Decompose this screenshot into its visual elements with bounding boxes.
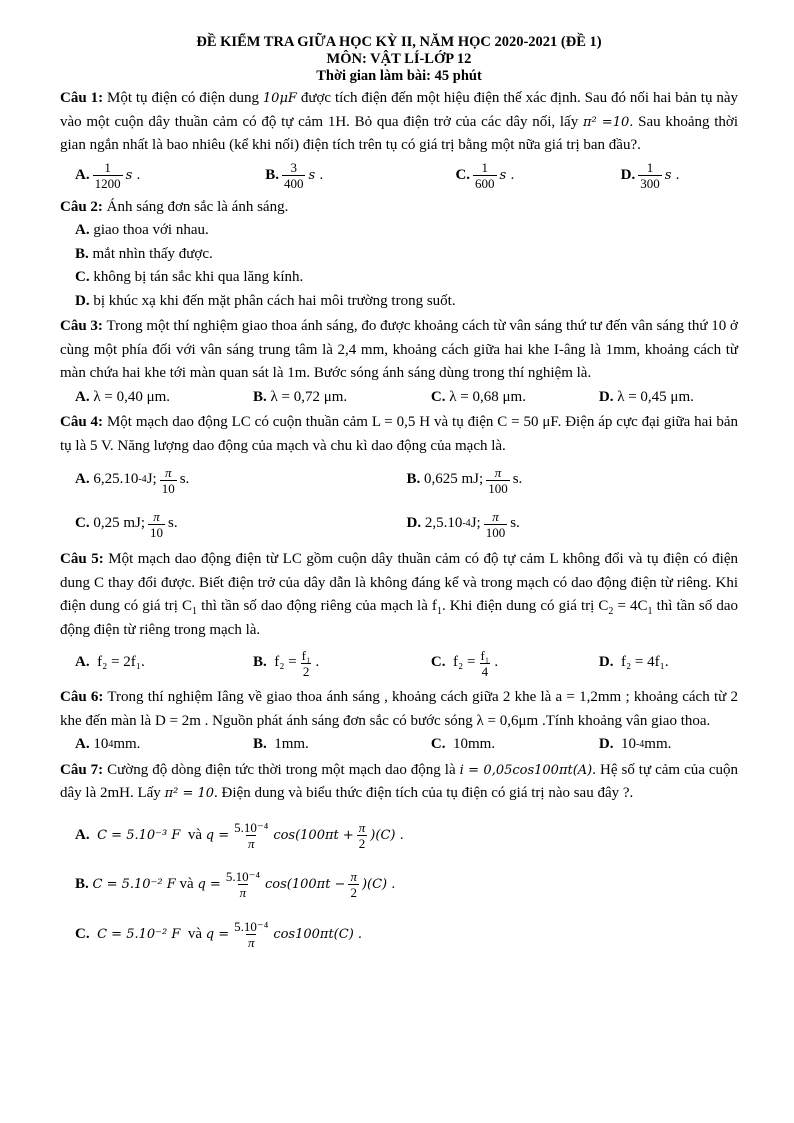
question-text: Một tụ điện có điện dung: [106, 90, 259, 106]
denominator: 4: [481, 663, 489, 679]
unit: mm.: [644, 736, 672, 752]
denominator: 100: [485, 524, 506, 540]
unit: s.: [168, 515, 178, 532]
energy: 2,5.10: [424, 515, 463, 532]
numerator: 1: [481, 160, 489, 175]
option-text: λ = 0,72 μm.: [270, 388, 348, 405]
question-text: Cường độ dòng điện tức thời trong một mạch dao động là: [107, 761, 456, 778]
option-label: B.: [252, 654, 267, 671]
question-text: Một mạch dao động điện từ LC gồm cuộn dây thuần cảm có độ tự cảm L không đổi và tụ điện có điện dung C thay đổi được. Biết điện trở của dây dẫn là không đáng kể và trong mạch có dao động điện từ riêng. Khi điện dung có giá trị C: [60, 551, 738, 614]
question-label: Câu 6:: [60, 689, 104, 705]
numerator: f₁: [480, 647, 490, 663]
numerator: 3: [290, 160, 297, 175]
option-label: B.: [75, 245, 89, 262]
charge-lhs: q =: [205, 926, 230, 942]
option-lhs: f₂ =: [274, 654, 297, 671]
denominator: 2: [350, 885, 357, 900]
option-label: B.: [75, 875, 89, 892]
charge-expression: cos(100πt −: [264, 876, 346, 892]
option-label: D.: [598, 736, 614, 752]
option-a[interactable]: [60, 219, 738, 243]
question-text: = 4C: [613, 598, 648, 614]
question-6: [60, 686, 738, 757]
option-text: 10: [620, 736, 636, 752]
option-label: D.: [75, 292, 90, 309]
exam-subject: MÔN: VẬT LÍ-LỚP 12: [326, 51, 472, 67]
question-label: Câu 1:: [60, 90, 104, 106]
energy: 0,25 mJ;: [93, 515, 146, 532]
option-label: D.: [620, 166, 636, 183]
numerator: π: [164, 464, 172, 480]
exam-header: [60, 34, 738, 85]
question-text: . Hệ số tự cảm của cuộn dây là 2mH. Lấy: [60, 761, 739, 801]
conjunction: và: [187, 826, 203, 843]
option-text: 1mm.: [274, 736, 309, 752]
denominator: 10: [150, 524, 164, 540]
option-lhs: f₂ =: [453, 654, 476, 671]
capacitance: 10μF: [262, 91, 297, 106]
charge-expression: cos100πt(C) .: [273, 926, 363, 942]
subscript: 1: [647, 606, 653, 617]
conjunction: và: [187, 925, 203, 942]
question-text: Trong thí nghiệm Iâng về giao thoa ánh sáng , khoảng cách giữa 2 khe là a = 1,2mm ; khoảng cách từ 2 khe đến màn là D = 2m . Nguồn phát ánh sáng đơn sắc có bước sóng λ = 0,6μm .Tính khoảng vân giao thoa.: [60, 689, 738, 729]
unit: s .: [308, 167, 324, 183]
charge-tail: )(C) .: [370, 827, 404, 843]
option-label: A.: [75, 166, 90, 183]
option-d[interactable]: [599, 386, 738, 410]
option-d[interactable]: [599, 651, 738, 675]
subscript: 1: [192, 606, 198, 617]
option-c[interactable]: [421, 648, 599, 679]
option-a[interactable]: A. 10 4 mm.: [75, 733, 243, 757]
option-c[interactable]: [75, 509, 407, 540]
option-text: λ = 0,45 μm.: [617, 388, 694, 405]
option-a[interactable]: A. 6,25.10 -4 J; $\frac{\pi}{10}$ s.: [75, 464, 190, 496]
option-text: f₂ = 2f₁.: [97, 654, 145, 671]
question-text: Trong một thí nghiệm giao thoa ánh sáng, đo được khoảng cách từ vân sáng thứ tư đến vân sáng thứ 10 ở cùng một phía đối với vân sáng trung tâm là 2,4 mm, khoảng cách giữa hai khe I-âng là 1mm, khoảng cách từ màn chứa hai khe tới màn quan sát là 1m. Bước sóng ánh sáng dùng trong thí nghiệm là.: [60, 318, 738, 381]
unit: s.: [510, 515, 520, 532]
unit: s .: [664, 167, 680, 183]
numerator: 5.10⁻⁴: [234, 919, 269, 934]
option-label: A.: [75, 736, 90, 752]
unit: s.: [512, 471, 523, 488]
question-text: được tích điện đến một hiệu điện thế xác định. Sau đó nối hai bản tụ này vào một cuộn dây thuần cảm có độ tự cảm 1H. Bỏ qua điện trở của các dây nối, lấy: [60, 90, 739, 130]
option-a[interactable]: [75, 651, 243, 675]
option-c[interactable]: [60, 266, 738, 290]
question-2: [60, 196, 738, 314]
option-b[interactable]: [60, 243, 738, 267]
option-label: A.: [75, 654, 90, 671]
denominator: 1200: [94, 176, 121, 191]
question-label: Câu 4:: [60, 414, 104, 430]
question-7: [60, 759, 738, 960]
option-d[interactable]: [60, 290, 738, 314]
option-c[interactable]: [421, 386, 599, 410]
option-b[interactable]: [243, 648, 421, 679]
option-label: D.: [406, 515, 422, 532]
subscript: 2: [608, 606, 614, 617]
question-text: Sau khoảng thời gian ngắn nhất là bao nhiêu (kể khi nối) điện tích trên tụ có giá trị bằng một nữa giá trị ban đầu?.: [60, 113, 738, 153]
option-label: C.: [75, 515, 90, 532]
option-label: A.: [75, 388, 90, 405]
question-text: . Điện dung và biểu thức điện tích của tụ điện có giá trị nào sau đây ?.: [214, 785, 634, 801]
unit: s.: [179, 471, 190, 488]
punct: .: [315, 654, 320, 671]
option-b[interactable]: [243, 386, 421, 410]
charge-lhs: q =: [197, 876, 221, 892]
option-b[interactable]: [240, 160, 430, 191]
option-label: D.: [598, 388, 614, 405]
option-label: C.: [75, 269, 90, 285]
option-label: B.: [252, 736, 267, 752]
denominator: 400: [283, 176, 304, 191]
option-d[interactable]: D. 10 -4 mm.: [599, 733, 738, 757]
option-d[interactable]: D. 2,5.10 -4 J; $\frac{\pi}{100}$ s.: [406, 508, 520, 540]
denominator: 600: [475, 176, 495, 191]
option-label: C.: [455, 166, 471, 183]
numerator: π: [350, 869, 357, 884]
charge-expression: cos(100πt +: [273, 827, 354, 843]
option-label: C.: [430, 654, 446, 671]
question-text: . Khi điện dung có giá trị C: [441, 598, 609, 614]
option-label: A.: [75, 471, 90, 488]
capacitance: C = 5.10⁻² F: [92, 876, 176, 892]
option-label: C.: [75, 925, 90, 942]
option-text: mắt nhìn thấy được.: [92, 245, 213, 262]
denominator: 100: [488, 480, 508, 496]
option-text: f₂ = 4f₁.: [620, 654, 669, 671]
option-text: bị khúc xạ khi đến mặt phân cách hai môi trường trong suốt.: [93, 292, 456, 309]
option-label: A.: [75, 826, 90, 843]
numerator: π: [358, 820, 366, 835]
option-d[interactable]: [621, 160, 738, 191]
energy: 0,625 mJ;: [424, 471, 484, 488]
option-a[interactable]: [75, 160, 240, 191]
denominator: π: [247, 836, 255, 851]
numerator: 5.10⁻⁴: [225, 869, 260, 884]
unit: s .: [125, 167, 141, 183]
capacitance: C = 5.10⁻² F: [97, 926, 181, 942]
option-c[interactable]: [430, 160, 620, 191]
numerator: 1: [646, 160, 654, 175]
question-3: [60, 315, 738, 409]
current-expression: i = 0,05cos100πt(A): [459, 762, 593, 778]
question-1: [60, 87, 738, 194]
question-label: Câu 5:: [60, 551, 104, 567]
denominator: 10: [161, 480, 175, 496]
option-text: λ = 0,68 μm.: [449, 388, 526, 405]
option-label: C.: [430, 388, 446, 405]
question-4: [60, 411, 738, 546]
question-label: Câu 2:: [60, 198, 103, 215]
unit: s .: [499, 167, 515, 183]
denominator: π: [247, 935, 255, 950]
option-a[interactable]: [75, 386, 243, 410]
question-text: Một mạch dao động LC có cuộn thuần cảm L = 0,5 H và tụ điện C = 50 μF. Điện áp cực đại giữa hai bản tụ là 5 V. Năng lượng dao động của mạch và chu kì dao động của mạch là.: [60, 414, 739, 454]
denominator: 300: [640, 176, 660, 191]
conjunction: và: [179, 875, 194, 892]
numerator: 5.10⁻⁴: [234, 820, 269, 835]
punct: .: [494, 654, 499, 671]
question-label: Câu 3:: [60, 318, 103, 334]
charge-tail: )(C) .: [361, 876, 396, 892]
subscript: 1: [436, 606, 442, 617]
option-text: không bị tán sắc khi qua lăng kính.: [93, 269, 304, 285]
question-5: [60, 548, 738, 684]
unit: J;: [470, 515, 481, 532]
denominator: π: [239, 885, 247, 900]
denominator: 2: [302, 663, 310, 679]
option-b[interactable]: [60, 860, 738, 910]
option-text: giao thoa với nhau.: [93, 222, 209, 238]
energy: 6,25.10: [93, 471, 139, 488]
option-b[interactable]: [243, 733, 421, 757]
unit: mm.: [113, 736, 141, 752]
question-text: thì tần số dao động điện từ riêng trong mạch là.: [60, 598, 738, 638]
option-c[interactable]: [421, 733, 599, 757]
charge-lhs: q =: [205, 827, 230, 843]
option-text: 10: [93, 736, 109, 752]
denominator: 2: [358, 836, 366, 851]
option-label: B.: [265, 166, 279, 183]
option-label: D.: [598, 654, 614, 671]
question-text: thì tần số dao động riêng của mạch là f: [197, 598, 437, 614]
numerator: π: [494, 464, 502, 480]
option-label: B.: [406, 471, 421, 488]
option-label: A.: [75, 222, 90, 238]
exam-page: [60, 34, 738, 960]
option-a[interactable]: [60, 812, 738, 860]
option-c[interactable]: [60, 910, 738, 960]
option-b[interactable]: [407, 465, 739, 496]
exam-title: ĐỀ KIỂM TRA GIỮA HỌC KỲ II, NĂM HỌC 2020-2021 (ĐỀ 1): [196, 34, 602, 50]
exam-duration: Thời gian làm bài: 45 phút: [316, 68, 482, 84]
numerator: f₁: [301, 647, 311, 663]
numerator: π: [492, 508, 499, 524]
unit: J;: [146, 471, 157, 488]
pi-square: π² =10.: [582, 114, 634, 130]
numerator: π: [153, 508, 160, 524]
question-text: Ánh sáng đơn sắc là ánh sáng.: [106, 198, 289, 215]
numerator: 1: [104, 160, 111, 175]
option-label: B.: [252, 388, 267, 405]
pi-square: π² = 10: [164, 786, 215, 801]
capacitance: C = 5.10⁻³ F: [97, 827, 181, 843]
option-text: 10mm.: [453, 736, 496, 752]
option-label: C.: [430, 736, 446, 752]
option-text: λ = 0,40 μm.: [93, 388, 171, 405]
question-label: Câu 7:: [60, 761, 104, 778]
